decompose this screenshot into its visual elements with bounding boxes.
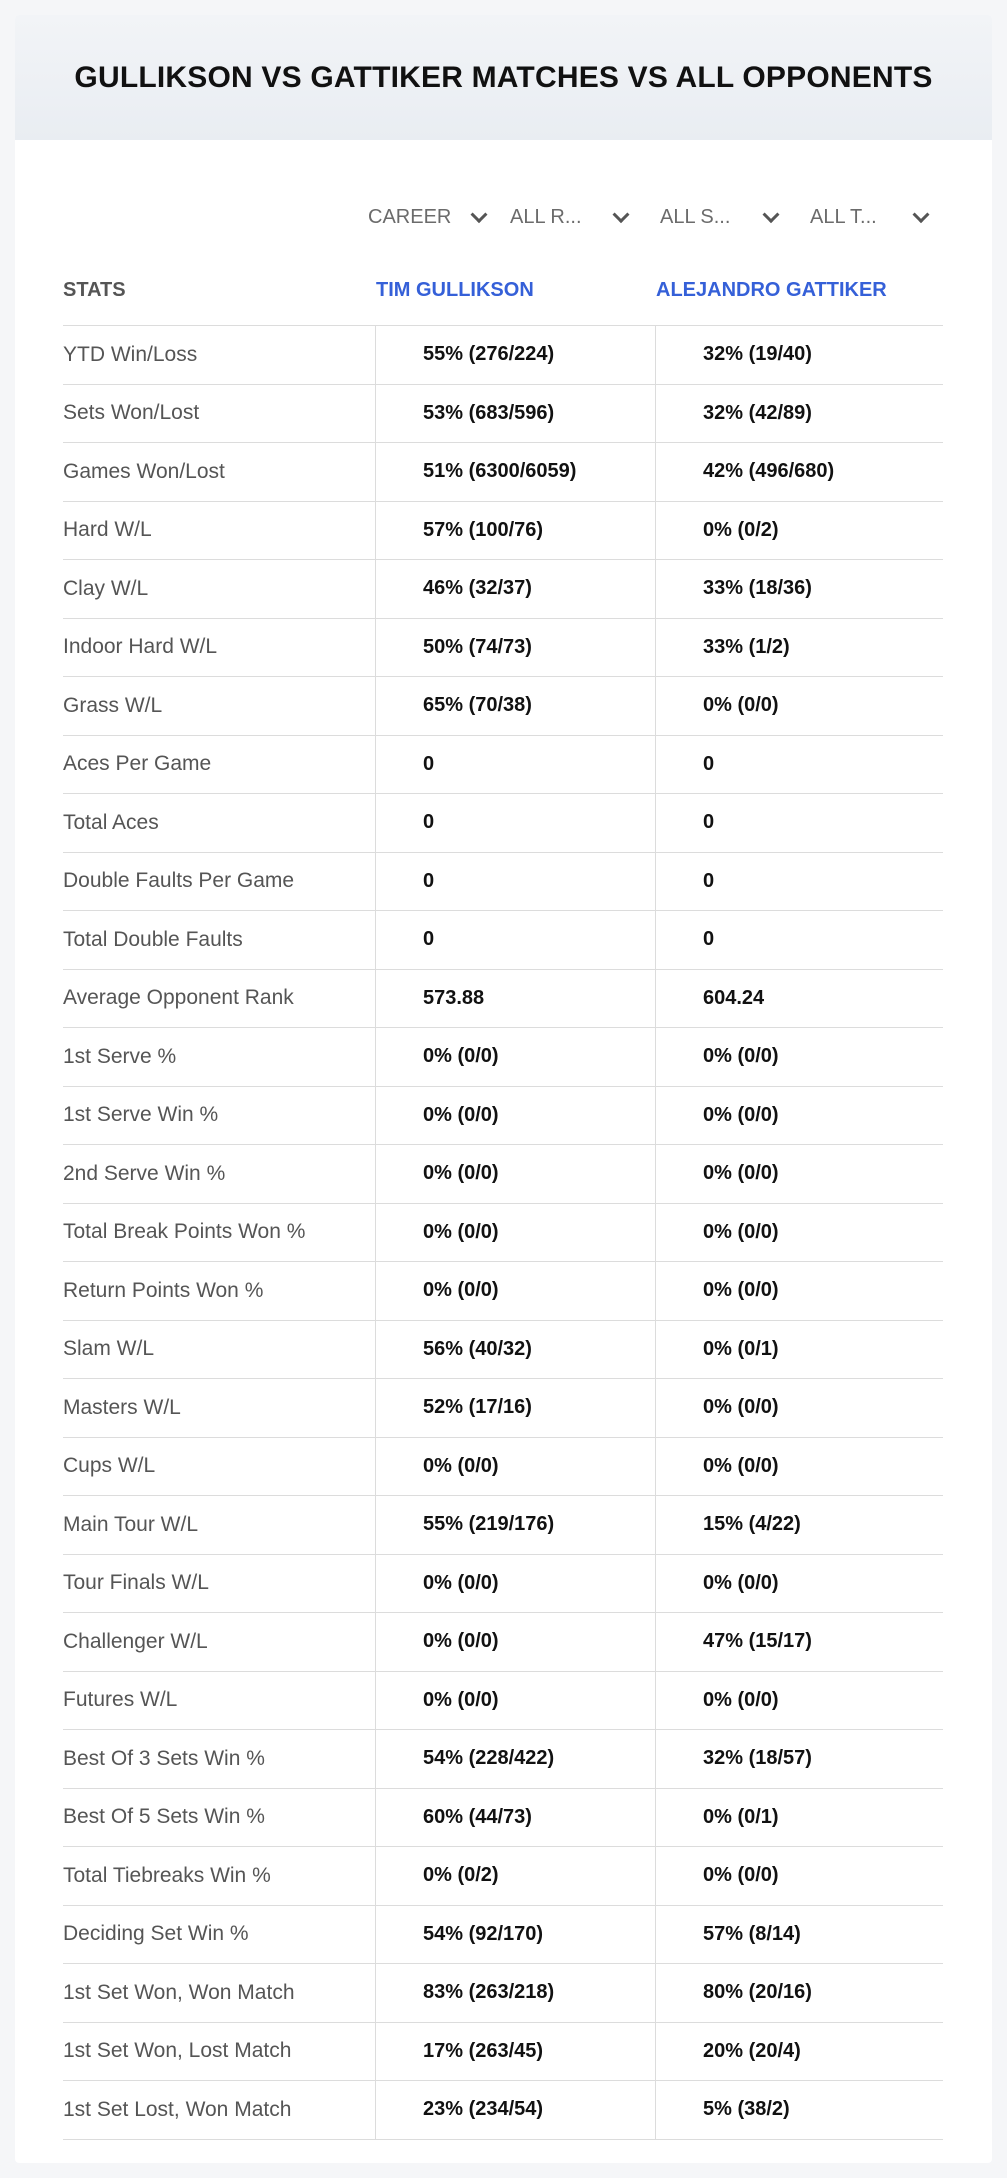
table-body xyxy=(63,326,943,2140)
player1-value: 55% (219/176) xyxy=(376,1496,656,1554)
player2-value: 0% (0/0) xyxy=(703,694,779,717)
stat-label: 1st Serve Win % xyxy=(63,1087,376,1145)
player2-value: 0% (0/0) xyxy=(703,1688,779,1711)
player1-value: 55% (276/224) xyxy=(376,326,656,384)
player1-value: 50% (74/73) xyxy=(376,619,656,677)
table-row xyxy=(63,1262,943,1321)
player1-value: 0 xyxy=(376,736,656,794)
stat-label: 2nd Serve Win % xyxy=(63,1145,376,1203)
table-row xyxy=(63,1906,943,1965)
player2-value: 0% (0/0) xyxy=(703,1864,779,1887)
table-row xyxy=(63,1672,943,1731)
stat-label: Games Won/Lost xyxy=(63,443,376,501)
table-row xyxy=(63,1204,943,1263)
player2-value: 0 xyxy=(703,928,715,951)
stats-table xyxy=(63,255,943,2140)
table-row xyxy=(63,1321,943,1380)
player2-value: 20% (20/4) xyxy=(703,2039,801,2062)
player1-value: 0% (0/0) xyxy=(376,1087,656,1145)
table-row xyxy=(63,1613,943,1672)
stat-label: Grass W/L xyxy=(63,677,376,735)
table-row xyxy=(63,326,943,385)
stat-label: Masters W/L xyxy=(63,1379,376,1437)
stat-label: Futures W/L xyxy=(63,1672,376,1730)
stat-label: 1st Set Won, Won Match xyxy=(63,1964,376,2022)
table-header xyxy=(63,255,943,326)
table-row xyxy=(63,970,943,1029)
stat-label: Best Of 5 Sets Win % xyxy=(63,1789,376,1847)
player2-value: 0% (0/0) xyxy=(703,1045,779,1068)
table-row xyxy=(63,1028,943,1087)
player1-value: 83% (263/218) xyxy=(376,1964,656,2022)
table-row xyxy=(63,1555,943,1614)
stat-label: Double Faults Per Game xyxy=(63,853,376,911)
stat-label: Average Opponent Rank xyxy=(63,970,376,1028)
stat-label: Clay W/L xyxy=(63,560,376,618)
filter-surface-select[interactable] xyxy=(660,187,795,247)
player1-value: 54% (228/422) xyxy=(376,1730,656,1788)
table-row xyxy=(63,1789,943,1848)
card-header xyxy=(15,15,992,140)
table-row xyxy=(63,1964,943,2023)
player2-value: 0% (0/0) xyxy=(703,1571,779,1594)
stats-card xyxy=(15,15,992,2163)
player1-value: 0% (0/0) xyxy=(376,1555,656,1613)
chevron-down-icon xyxy=(913,206,930,223)
player2-value: 80% (20/16) xyxy=(703,1981,812,2004)
stat-label: Return Points Won % xyxy=(63,1262,376,1320)
player2-value: 57% (8/14) xyxy=(703,1922,801,1945)
player1-value: 23% (234/54) xyxy=(376,2081,656,2139)
player1-value: 0 xyxy=(376,911,656,969)
player1-value: 51% (6300/6059) xyxy=(376,443,656,501)
player1-value: 0% (0/0) xyxy=(376,1613,656,1671)
player2-value: 47% (15/17) xyxy=(703,1630,812,1653)
player1-value: 0% (0/0) xyxy=(376,1672,656,1730)
table-row xyxy=(63,677,943,736)
table-row xyxy=(63,2023,943,2082)
player1-value: 65% (70/38) xyxy=(376,677,656,735)
filter-period-label: CAREER xyxy=(368,205,452,228)
player1-value: 0% (0/0) xyxy=(376,1438,656,1496)
stat-label: Aces Per Game xyxy=(63,736,376,794)
player2-value: 0% (0/1) xyxy=(703,1805,779,1828)
player1-value: 0% (0/0) xyxy=(376,1028,656,1086)
player2-value: 0 xyxy=(703,869,715,892)
player2-value: 0% (0/0) xyxy=(703,1220,779,1243)
table-row xyxy=(63,560,943,619)
page-title: GULLIKSON VS GATTIKER MATCHES VS ALL OPPONENTS xyxy=(74,60,933,94)
stat-label: Tour Finals W/L xyxy=(63,1555,376,1613)
table-row xyxy=(63,853,943,912)
table-row xyxy=(63,1438,943,1497)
stat-label: Total Break Points Won % xyxy=(63,1204,376,1262)
player2-value: 33% (1/2) xyxy=(703,635,790,658)
player2-value: 0% (0/0) xyxy=(703,1454,779,1477)
player2-value: 0% (0/0) xyxy=(703,1103,779,1126)
player2-value: 604.24 xyxy=(703,986,765,1009)
player2-value: 0 xyxy=(703,752,715,775)
stat-label: Deciding Set Win % xyxy=(63,1906,376,1964)
column-header-stats: STATS xyxy=(63,278,126,301)
player2-value: 0% (0/0) xyxy=(703,1396,779,1419)
player1-value: 0% (0/2) xyxy=(376,1847,656,1905)
stat-label: 1st Serve % xyxy=(63,1028,376,1086)
player1-value: 46% (32/37) xyxy=(376,560,656,618)
filter-round-label: ALL R... xyxy=(510,205,582,228)
chevron-down-icon xyxy=(613,206,630,223)
player2-value: 0% (0/0) xyxy=(703,1162,779,1185)
player1-value: 0 xyxy=(376,853,656,911)
player2-value: 33% (18/36) xyxy=(703,577,812,600)
column-header-player1[interactable]: TIM GULLIKSON xyxy=(376,278,534,301)
stat-label: 1st Set Won, Lost Match xyxy=(63,2023,376,2081)
player2-value: 0% (0/2) xyxy=(703,518,779,541)
player1-value: 57% (100/76) xyxy=(376,502,656,560)
player2-value: 32% (18/57) xyxy=(703,1747,812,1770)
stat-label: Total Aces xyxy=(63,794,376,852)
filter-surface-label: ALL S... xyxy=(660,205,731,228)
table-row xyxy=(63,911,943,970)
player1-value: 52% (17/16) xyxy=(376,1379,656,1437)
table-row xyxy=(63,1730,943,1789)
player1-value: 0 xyxy=(376,794,656,852)
player1-value: 53% (683/596) xyxy=(376,385,656,443)
table-row xyxy=(63,1087,943,1146)
stat-label: YTD Win/Loss xyxy=(63,326,376,384)
stat-label: 1st Set Lost, Won Match xyxy=(63,2081,376,2139)
stat-label: Sets Won/Lost xyxy=(63,385,376,443)
stat-label: Challenger W/L xyxy=(63,1613,376,1671)
table-row xyxy=(63,736,943,795)
stat-label: Total Tiebreaks Win % xyxy=(63,1847,376,1905)
table-row xyxy=(63,1145,943,1204)
stat-label: Cups W/L xyxy=(63,1438,376,1496)
chevron-down-icon xyxy=(471,206,488,223)
table-row xyxy=(63,1496,943,1555)
filter-period-select[interactable] xyxy=(368,187,503,247)
stat-label: Indoor Hard W/L xyxy=(63,619,376,677)
filter-bar xyxy=(15,187,992,247)
table-row xyxy=(63,443,943,502)
filter-tournament-select[interactable] xyxy=(810,187,945,247)
player2-value: 5% (38/2) xyxy=(703,2098,790,2121)
filter-round-select[interactable] xyxy=(510,187,645,247)
filter-tournament-label: ALL T... xyxy=(810,205,877,228)
stat-label: Main Tour W/L xyxy=(63,1496,376,1554)
player1-value: 0% (0/0) xyxy=(376,1204,656,1262)
table-row xyxy=(63,2081,943,2140)
player2-value: 0 xyxy=(703,811,715,834)
player2-value: 42% (496/680) xyxy=(703,460,835,483)
player1-value: 17% (263/45) xyxy=(376,2023,656,2081)
table-row xyxy=(63,502,943,561)
column-header-player2[interactable]: ALEJANDRO GATTIKER xyxy=(656,278,887,301)
stat-label: Best Of 3 Sets Win % xyxy=(63,1730,376,1788)
player1-value: 60% (44/73) xyxy=(376,1789,656,1847)
table-row xyxy=(63,385,943,444)
stat-label: Slam W/L xyxy=(63,1321,376,1379)
chevron-down-icon xyxy=(763,206,780,223)
player2-value: 32% (19/40) xyxy=(703,343,812,366)
stat-label: Hard W/L xyxy=(63,502,376,560)
player2-value: 15% (4/22) xyxy=(703,1513,801,1536)
table-row xyxy=(63,1847,943,1906)
player2-value: 0% (0/1) xyxy=(703,1337,779,1360)
player1-value: 56% (40/32) xyxy=(376,1321,656,1379)
player2-value: 0% (0/0) xyxy=(703,1279,779,1302)
table-row xyxy=(63,794,943,853)
player1-value: 54% (92/170) xyxy=(376,1906,656,1964)
table-row xyxy=(63,619,943,678)
player1-value: 0% (0/0) xyxy=(376,1262,656,1320)
table-row xyxy=(63,1379,943,1438)
player1-value: 0% (0/0) xyxy=(376,1145,656,1203)
stat-label: Total Double Faults xyxy=(63,911,376,969)
player1-value: 573.88 xyxy=(376,970,656,1028)
player2-value: 32% (42/89) xyxy=(703,401,812,424)
